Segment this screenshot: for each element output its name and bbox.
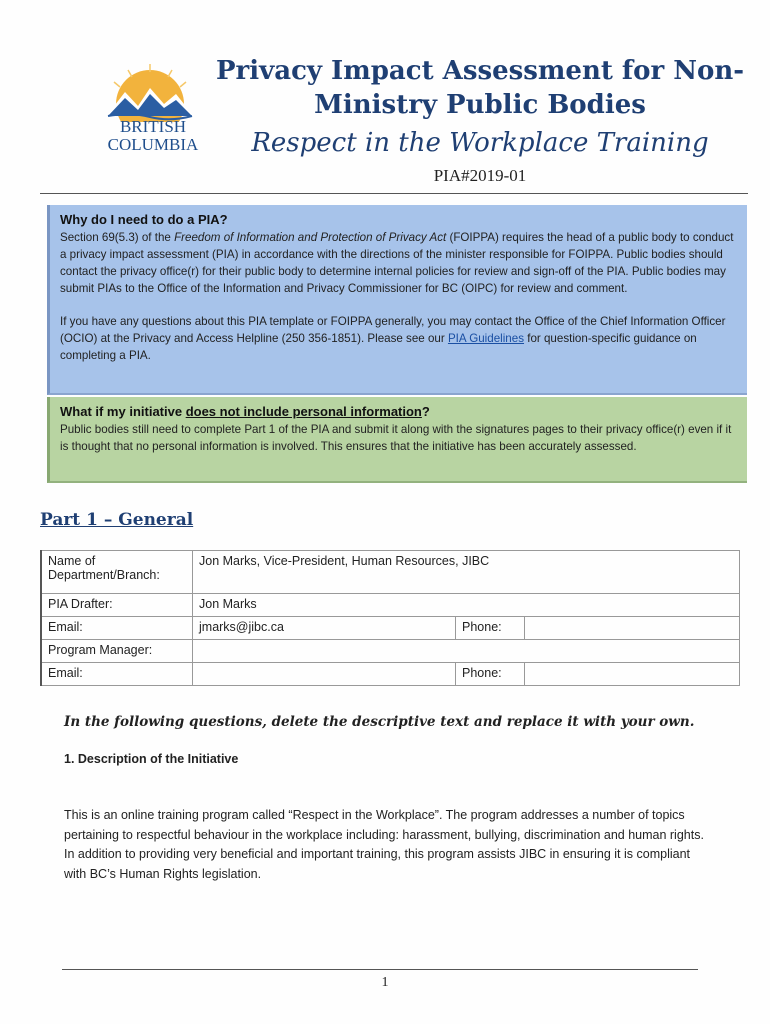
why-pia-paragraph-2: If you have any questions about this PIA template or FOIPPA generally, you may contact the Office of the Chief Information Officer (OCIO) at the Privacy and Access Helpline (250 356-1851). Please see our PIA Guidelines for question-specific guidance on completing a PIA.: [60, 315, 726, 362]
program-manager-label: Program Manager:: [41, 640, 193, 663]
email-field[interactable]: jmarks@jibc.ca: [193, 617, 456, 640]
manager-phone-field[interactable]: [525, 663, 740, 686]
pia-guidelines-link[interactable]: PIA Guidelines: [447, 332, 525, 345]
table-row: [41, 617, 740, 640]
general-info-table: [40, 550, 740, 686]
why-pia-heading: Why do I need to do a PIA?: [60, 212, 228, 227]
email-label: Email:: [41, 617, 193, 640]
page-number: 1: [381, 975, 389, 990]
section-1-heading: 1. Description of the Initiative: [64, 752, 239, 766]
phone-label: Phone:: [456, 617, 525, 640]
drafter-label: PIA Drafter:: [41, 594, 193, 617]
department-field[interactable]: Jon Marks, Vice-President, Human Resources, JIBC: [193, 551, 740, 594]
table-row: [41, 663, 740, 686]
drafter-field[interactable]: Jon Marks: [193, 594, 740, 617]
section-1-body: This is an online training program called “Respect in the Workplace”. The program addresses a number of topics pertaining to respectful behaviour in the workplace including: harassment, bullying, discrimination and human rights. In addition to providing very beneficial and important training, this program assists JIBC in ensuring it is compliant with BC’s Human Rights legislation.: [64, 808, 704, 881]
department-label: Name of Department/Branch:: [41, 551, 193, 594]
table-row: [41, 640, 740, 663]
bc-wordmark: BRITISH COLUMBIA: [107, 117, 199, 154]
phone-field[interactable]: [525, 617, 740, 640]
manager-email-label: Email:: [41, 663, 193, 686]
why-pia-box: [47, 205, 747, 395]
manager-email-field[interactable]: [193, 663, 456, 686]
no-personal-info-heading: What if my initiative does not include personal information?: [60, 404, 430, 419]
table-row: [41, 594, 740, 617]
document-title: Privacy Impact Assessment for Non-Ministry Public Bodies: [215, 56, 745, 120]
table-row: [41, 551, 740, 594]
instructions-text: In the following questions, delete the descriptive text and replace it with your own.: [64, 714, 695, 730]
header-divider: [40, 193, 748, 194]
program-manager-field[interactable]: [193, 640, 740, 663]
part-1-heading: Part 1 – General: [40, 510, 194, 530]
document-subtitle: Respect in the Workplace Training: [251, 128, 709, 158]
no-personal-info-text: Public bodies still need to complete Part 1 of the PIA and submit it along with the signatures pages to their privacy office(r) even if it is thought that no personal information is involved. This ensures that the initiative has been accurately assessed.: [60, 423, 732, 453]
pia-number: PIA#2019-01: [433, 166, 527, 185]
manager-phone-label: Phone:: [456, 663, 525, 686]
bc-logo-icon: [100, 62, 200, 122]
no-personal-info-box: [47, 397, 747, 483]
why-pia-paragraph-1: Section 69(5.3) of the Freedom of Information and Protection of Privacy Act (FOIPPA) requires the head of a public body to conduct a privacy impact assessment (PIA) in accordance with the directions of the minister responsible for FOIPPA. Public bodies should contact the privacy office(r) for their public body to determine internal policies for review and sign-off of the PIA. Public bodies may submit PIAs to the Office of the Information and Privacy Commissioner for BC (OIPC) for review and comment.: [60, 231, 734, 295]
footer-divider: [62, 969, 698, 970]
